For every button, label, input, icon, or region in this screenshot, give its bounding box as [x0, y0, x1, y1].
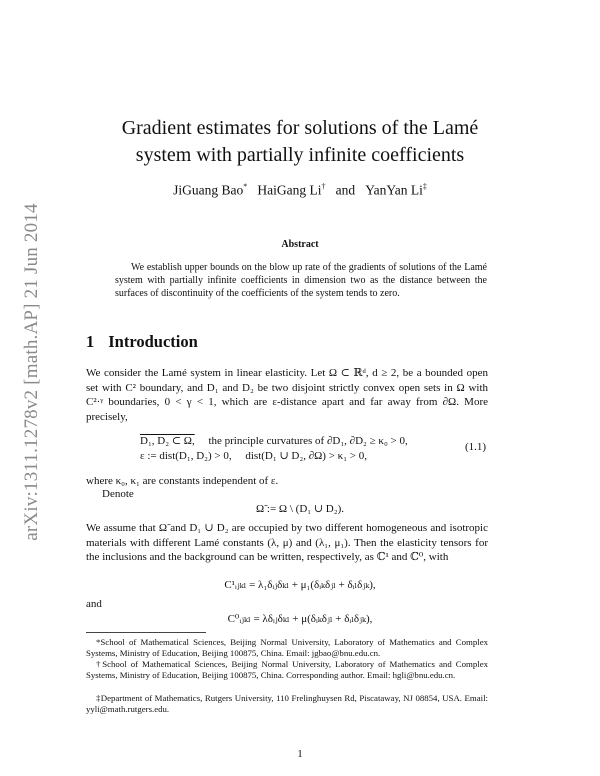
abstract-text: We establish upper bounds on the blow up rate of the gradients of solutions of the Lamé system with partially infinite coefficients in dimension two as the distance between the surfaces of discontinuity of the coefficients of the system tends to zero.	[115, 262, 487, 299]
author-2: HaiGang Li	[257, 182, 322, 198]
denote-text: Denote	[102, 488, 134, 500]
section-title: Introduction	[108, 332, 198, 351]
equation-c1: C¹ᵢⱼₖₗ = λ₁δᵢⱼδₖₗ + μ₁(δᵢₖδⱼₗ + δᵢₗδⱼₖ),	[224, 579, 376, 591]
equation-omega-tilde: Ω̃ := Ω \ (D₁ ∪ D₂).	[255, 503, 345, 515]
intro-paragraph-1: We consider the Lamé system in linear elasticity. Let Ω ⊂ ℝᵈ, d ≥ 2, be a bounded open set with C² boundary, and D₁ and D₂ be two disjoint strictly convex open sets in Ω with C²·ᵞ boundaries, 0 < γ < 1, which are ε-distance apart and far away from ∂Ω. More precisely,	[86, 367, 488, 423]
author-1: JiGuang Bao	[173, 182, 244, 198]
section-heading	[86, 332, 212, 352]
equation-number: (1.1)	[465, 441, 487, 453]
intro-paragraph-3: We assume that Ω̃ and D₁ ∪ D₂ are occupied by two different homogeneous and isotropic materials with different Lamé constants (λ, μ) and (λ₁, μ₁). Then the elasticity tensors for the inclusions and the background can be written, respectively, as ℂ¹ and ℂ⁰, with	[86, 522, 488, 563]
author-3: YanYan Li	[365, 182, 423, 198]
eq1-curvature: the principle curvatures of ∂D₁, ∂D₂ ≥ κ₀ > 0,	[208, 435, 408, 447]
footnote-1: *School of Mathematical Sciences, Beijing Normal University, Laboratory of Mathematics and Complex Systems, Ministry of Education, Beijing 100875, China. Email: jgbao@bnu.edu.cn.	[86, 637, 488, 659]
footnote-rule	[86, 632, 206, 633]
title-line-1: Gradient estimates for solutions of the Lamé	[121, 117, 479, 139]
eq1-distance: dist(D₁ ∪ D₂, ∂Ω) > κ₁ > 0,	[245, 449, 367, 462]
page-number: 1	[297, 748, 303, 760]
title-line-2: system with partially infinite coefficients	[135, 144, 465, 166]
eq1-epsilon: ε := dist(D₁, D₂) > 0,	[140, 449, 232, 462]
equation-c0: C⁰ᵢⱼₖₗ = λδᵢⱼδₖₗ + μ(δᵢₖδⱼₗ + δᵢₗδⱼₖ),	[227, 613, 373, 625]
footnote-3: ‡Department of Mathematics, Rutgers University, 110 Frelinghuysen Rd, Piscataway, NJ 08854, USA. Email: yyli@math.rutgers.edu.	[86, 693, 488, 715]
author-2-mark: †	[321, 182, 326, 191]
author-1-mark: *	[243, 182, 248, 191]
author-separator: and	[335, 182, 356, 198]
section-number: 1	[86, 332, 95, 351]
abstract-heading: Abstract	[281, 239, 319, 250]
and-text: and	[86, 598, 102, 610]
author-3-mark: ‡	[422, 182, 427, 191]
footnote-2: †School of Mathematical Sciences, Beijing Normal University, Laboratory of Mathematics and Complex Systems, Ministry of Education, Beijing 100875, China. Corresponding author. Email: hgli@bnu.edu.cn.	[86, 659, 488, 681]
equation-1-1	[140, 434, 408, 463]
arxiv-identifier: arXiv:1311.1278v2 [math.AP] 21 Jun 2014	[21, 203, 42, 541]
author-list	[0, 182, 600, 199]
intro-paragraph-2: where κ₀, κ₁ are constants independent of ε.	[86, 475, 279, 487]
eq1-domain: D₁, D₂ ⊂ Ω,	[140, 435, 195, 447]
paper-title	[0, 115, 600, 169]
